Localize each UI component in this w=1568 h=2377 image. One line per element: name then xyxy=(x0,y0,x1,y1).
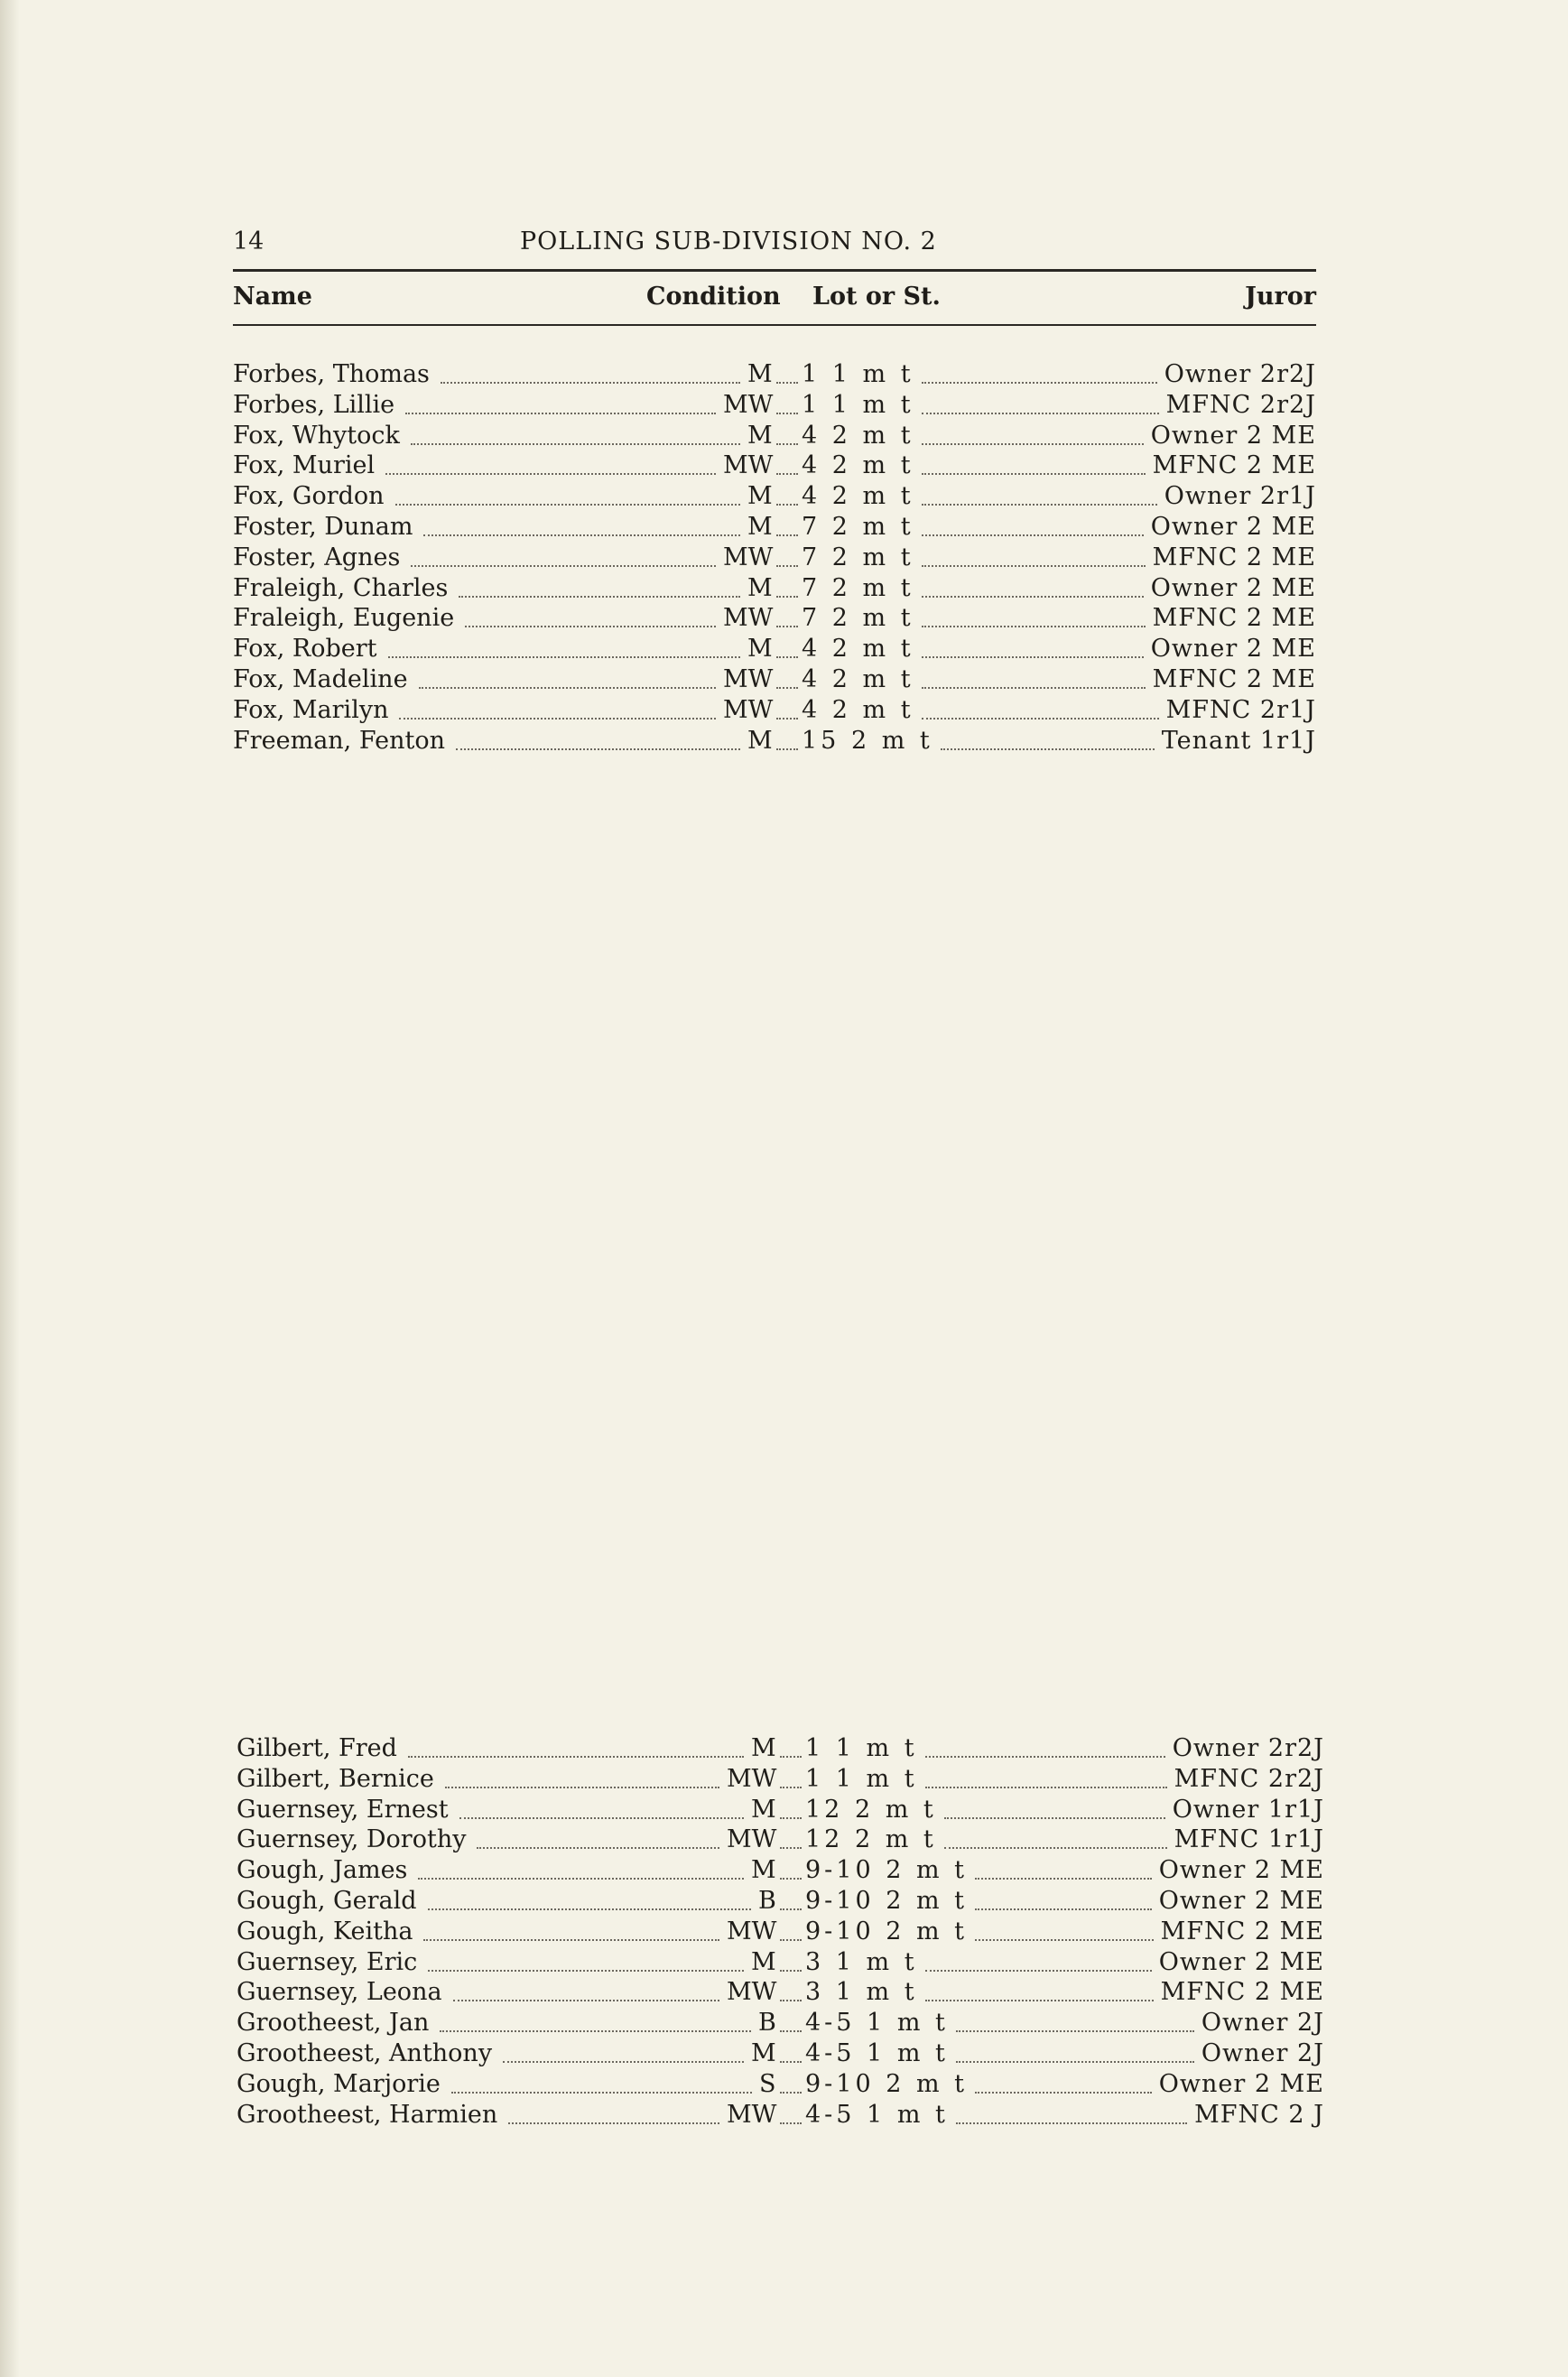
voter-condition: MW xyxy=(727,1978,777,2007)
list-item xyxy=(237,1855,1324,1886)
dot-leader xyxy=(780,1997,802,2001)
voter-condition: M xyxy=(751,1795,776,1824)
voter-name: Forbes, Lillie xyxy=(233,390,395,419)
dot-leader xyxy=(780,1844,802,1849)
voter-lot: 4 2 m t xyxy=(802,695,914,724)
dot-leader xyxy=(776,593,798,598)
voter-lot: 1 1 m t xyxy=(805,1764,918,1793)
list-item xyxy=(233,481,1316,512)
voter-juror: MFNC 2r2J xyxy=(1165,390,1316,419)
list-item xyxy=(233,359,1316,390)
dot-leader xyxy=(925,1967,1152,1972)
voter-lot: 7 2 m t xyxy=(802,512,914,541)
dot-leader xyxy=(385,470,716,475)
voter-name: Fox, Muriel xyxy=(233,451,376,480)
voter-condition: MW xyxy=(727,1764,777,1793)
voter-condition: M xyxy=(747,573,773,602)
dot-leader xyxy=(477,1844,719,1849)
list-item xyxy=(237,1764,1324,1795)
voter-lot: 4 2 m t xyxy=(802,482,914,511)
voter-juror: MFNC 1r1J xyxy=(1174,1825,1324,1854)
dot-leader xyxy=(922,593,1144,598)
voter-name: Fox, Marilyn xyxy=(233,695,389,724)
voter-juror: Owner 2 ME xyxy=(1150,635,1316,664)
dot-leader xyxy=(956,2028,1194,2032)
voter-juror: MFNC 2 ME xyxy=(1152,664,1316,693)
column-header-juror: Juror xyxy=(1245,283,1316,311)
voter-condition: MW xyxy=(723,604,774,633)
dot-leader xyxy=(453,1997,719,2001)
dot-leader xyxy=(922,470,1146,475)
dot-leader xyxy=(408,1753,744,1758)
list-item xyxy=(233,603,1316,634)
list-item xyxy=(233,573,1316,604)
dot-leader xyxy=(459,1815,744,1819)
voter-name: Guernsey, Ernest xyxy=(237,1795,449,1824)
voter-juror: Owner 2 ME xyxy=(1158,1886,1324,1915)
list-item xyxy=(237,1795,1324,1825)
voter-condition: MW xyxy=(727,1917,777,1945)
voter-condition: MW xyxy=(727,2100,777,2129)
dot-leader xyxy=(418,1875,744,1880)
dot-leader xyxy=(975,2089,1152,2094)
dot-leader xyxy=(776,715,798,720)
dot-leader xyxy=(922,623,1146,627)
voter-lot: 9-10 2 m t xyxy=(805,1856,969,1885)
voter-juror: Owner 2r2J xyxy=(1172,1734,1324,1762)
dot-leader xyxy=(780,2120,802,2124)
voter-juror: MFNC 2r1J xyxy=(1165,695,1316,724)
dot-leader xyxy=(440,2028,751,2032)
dot-leader xyxy=(922,684,1146,689)
dot-leader xyxy=(925,1997,1154,2001)
voter-condition: M xyxy=(747,512,773,541)
column-header-condition: Condition xyxy=(646,283,781,311)
voter-lot: 7 2 m t xyxy=(802,543,914,571)
list-item xyxy=(237,1733,1324,1764)
dot-leader xyxy=(423,532,740,536)
header-rule-top xyxy=(233,269,1316,272)
dot-leader xyxy=(423,1936,719,1941)
voter-lot: 1 1 m t xyxy=(802,360,914,388)
voter-juror: MFNC 2r2J xyxy=(1174,1764,1324,1793)
dot-leader xyxy=(445,1784,719,1788)
voter-juror: MFNC 2 ME xyxy=(1160,1917,1324,1945)
voter-name: Fraleigh, Charles xyxy=(233,573,449,602)
voter-condition: M xyxy=(747,635,773,664)
dot-leader xyxy=(428,1967,744,1972)
dot-leader xyxy=(776,562,798,567)
voter-name: Grootheest, Harmien xyxy=(237,2100,498,2129)
dot-leader xyxy=(944,1844,1167,1849)
voter-condition: M xyxy=(751,1947,776,1976)
voter-list-g xyxy=(237,1733,1324,2130)
voter-name: Gough, Gerald xyxy=(237,1886,417,1915)
voter-lot: 9-10 2 m t xyxy=(805,2069,969,2098)
dot-leader xyxy=(776,684,798,689)
dot-leader xyxy=(922,532,1144,536)
voter-lot: 4-5 1 m t xyxy=(805,2009,949,2038)
dot-leader xyxy=(776,746,798,750)
dot-leader xyxy=(776,501,798,506)
voter-condition: MW xyxy=(723,451,774,480)
dot-leader xyxy=(922,379,1157,384)
dot-leader xyxy=(388,654,740,658)
voter-condition: MW xyxy=(723,695,774,724)
list-item xyxy=(233,421,1316,451)
voter-juror: Owner 2 ME xyxy=(1150,573,1316,602)
dot-leader xyxy=(975,1875,1152,1880)
dot-leader xyxy=(944,1815,1165,1819)
voter-juror: MFNC 2 J xyxy=(1194,2100,1324,2129)
dot-leader xyxy=(776,379,798,384)
page-title: POLLING SUB-DIVISION NO. 2 xyxy=(520,227,937,255)
voter-juror: Owner 2J xyxy=(1201,2009,1324,2038)
dot-leader xyxy=(451,2089,752,2094)
page-edge-shadow xyxy=(0,0,20,2377)
dot-leader xyxy=(956,2058,1194,2063)
voter-name: Foster, Agnes xyxy=(233,543,401,571)
voter-condition: M xyxy=(751,1856,776,1885)
voter-lot: 7 2 m t xyxy=(802,604,914,633)
voter-name: Fox, Whytock xyxy=(233,421,400,450)
voter-lot: 3 1 m t xyxy=(805,1947,918,1976)
voter-lot: 4 2 m t xyxy=(802,635,914,664)
list-item xyxy=(237,1825,1324,1855)
dot-leader xyxy=(503,2058,744,2063)
dot-leader xyxy=(925,1753,1165,1758)
dot-leader xyxy=(780,1875,802,1880)
voter-juror: Tenant 1r1J xyxy=(1161,726,1316,755)
list-item xyxy=(237,2100,1324,2131)
dot-leader xyxy=(419,684,716,689)
voter-juror: Owner 2 ME xyxy=(1158,1947,1324,1976)
list-item xyxy=(233,664,1316,695)
voter-lot: 4-5 1 m t xyxy=(805,2100,949,2129)
dot-leader xyxy=(441,379,740,384)
voter-juror: Owner 2r2J xyxy=(1164,360,1316,388)
voter-name: Fraleigh, Eugenie xyxy=(233,604,455,633)
dot-leader xyxy=(776,441,798,445)
voter-juror: Owner 2J xyxy=(1201,2038,1324,2067)
dot-leader xyxy=(922,501,1157,506)
dot-leader xyxy=(395,501,740,506)
list-item xyxy=(233,695,1316,726)
voter-juror: MFNC 2 ME xyxy=(1152,543,1316,571)
dot-leader xyxy=(922,715,1159,720)
voter-lot: 1 1 m t xyxy=(805,1734,918,1762)
dot-leader xyxy=(922,562,1146,567)
voter-name: Gough, Marjorie xyxy=(237,2069,441,2098)
column-headers xyxy=(233,283,1316,319)
dot-leader xyxy=(780,1753,802,1758)
dot-leader xyxy=(941,746,1155,750)
dot-leader xyxy=(975,1906,1152,1910)
voter-condition: M xyxy=(747,726,773,755)
voter-lot: 7 2 m t xyxy=(802,573,914,602)
list-item xyxy=(233,390,1316,421)
list-item xyxy=(233,450,1316,481)
dot-leader xyxy=(780,2058,802,2063)
dot-leader xyxy=(922,410,1159,414)
dot-leader xyxy=(925,1784,1167,1788)
voter-name: Gough, James xyxy=(237,1856,408,1885)
voter-name: Grootheest, Jan xyxy=(237,2009,430,2038)
voter-name: Foster, Dunam xyxy=(233,512,413,541)
voter-name: Gilbert, Fred xyxy=(237,1734,397,1762)
dot-leader xyxy=(780,1967,802,1972)
list-item xyxy=(237,1886,1324,1917)
dot-leader xyxy=(922,654,1144,658)
list-item xyxy=(237,1917,1324,1947)
dot-leader xyxy=(780,1784,802,1788)
dot-leader xyxy=(780,1906,802,1910)
voter-lot: 1 1 m t xyxy=(802,390,914,419)
list-item xyxy=(237,2069,1324,2100)
voter-condition: M xyxy=(747,360,773,388)
list-item xyxy=(237,2038,1324,2069)
dot-leader xyxy=(780,2089,802,2094)
voter-name: Guernsey, Dorothy xyxy=(237,1825,467,1854)
column-header-lot: Lot or St. xyxy=(812,283,941,311)
page-number: 14 xyxy=(233,227,264,255)
voter-juror: Owner 2r1J xyxy=(1164,482,1316,511)
list-item xyxy=(233,726,1316,757)
dot-leader xyxy=(428,1906,751,1910)
voter-condition: MW xyxy=(723,543,774,571)
voter-juror: Owner 2 ME xyxy=(1150,512,1316,541)
voter-condition: B xyxy=(758,2009,776,2038)
voter-juror: MFNC 2 ME xyxy=(1152,451,1316,480)
voter-condition: B xyxy=(758,1886,776,1915)
voter-condition: M xyxy=(751,1734,776,1762)
voter-name: Guernsey, Eric xyxy=(237,1947,418,1976)
dot-leader xyxy=(776,532,798,536)
voter-lot: 3 1 m t xyxy=(805,1978,918,2007)
voter-name: Grootheest, Anthony xyxy=(237,2038,493,2067)
voter-juror: Owner 2 ME xyxy=(1150,421,1316,450)
list-item xyxy=(237,2008,1324,2038)
voter-name: Gilbert, Bernice xyxy=(237,1764,434,1793)
dot-leader xyxy=(456,746,740,750)
voter-condition: MW xyxy=(723,390,774,419)
voter-juror: Owner 1r1J xyxy=(1172,1795,1324,1824)
list-item xyxy=(237,1947,1324,1978)
voter-name: Freeman, Fenton xyxy=(233,726,445,755)
dot-leader xyxy=(776,654,798,658)
voter-list-f xyxy=(233,359,1316,756)
voter-juror: MFNC 2 ME xyxy=(1152,604,1316,633)
dot-leader xyxy=(975,1936,1154,1941)
voter-lot: 9-10 2 m t xyxy=(805,1917,969,1945)
voter-name: Forbes, Thomas xyxy=(233,360,430,388)
voter-lot: 9-10 2 m t xyxy=(805,1886,969,1915)
voter-condition: M xyxy=(751,2038,776,2067)
page-header xyxy=(233,227,1316,267)
voter-condition: M xyxy=(747,482,773,511)
voter-lot: 4 2 m t xyxy=(802,664,914,693)
dot-leader xyxy=(411,562,716,567)
header-rule-bottom xyxy=(233,324,1316,326)
voter-condition: MW xyxy=(727,1825,777,1854)
dot-leader xyxy=(780,2028,802,2032)
list-item xyxy=(233,634,1316,664)
voter-name: Guernsey, Leona xyxy=(237,1978,442,2007)
column-header-name: Name xyxy=(233,283,312,311)
dot-leader xyxy=(922,441,1144,445)
voter-juror: Owner 2 ME xyxy=(1158,2069,1324,2098)
dot-leader xyxy=(405,410,716,414)
dot-leader xyxy=(459,593,740,598)
dot-leader xyxy=(776,623,798,627)
dot-leader xyxy=(956,2120,1187,2124)
voter-name: Fox, Madeline xyxy=(233,664,408,693)
dot-leader xyxy=(411,441,740,445)
voter-condition: S xyxy=(759,2069,776,2098)
dot-leader xyxy=(508,2120,719,2124)
voter-juror: Owner 2 ME xyxy=(1158,1856,1324,1885)
voter-condition: M xyxy=(747,421,773,450)
dot-leader xyxy=(399,715,716,720)
list-item xyxy=(237,1977,1324,2008)
voter-lot: 4 2 m t xyxy=(802,421,914,450)
dot-leader xyxy=(776,410,798,414)
voter-name: Fox, Gordon xyxy=(233,482,385,511)
dot-leader xyxy=(776,470,798,475)
list-item xyxy=(233,512,1316,543)
voter-lot: 12 2 m t xyxy=(805,1825,937,1854)
voter-lot: 4 2 m t xyxy=(802,451,914,480)
dot-leader xyxy=(780,1815,802,1819)
list-item xyxy=(233,543,1316,573)
voter-juror: MFNC 2 ME xyxy=(1160,1978,1324,2007)
voter-name: Gough, Keitha xyxy=(237,1917,413,1945)
dot-leader xyxy=(465,623,716,627)
voter-condition: MW xyxy=(723,664,774,693)
voter-lot: 15 2 m t xyxy=(802,726,933,755)
voter-name: Fox, Robert xyxy=(233,635,377,664)
dot-leader xyxy=(780,1936,802,1941)
voter-lot: 4-5 1 m t xyxy=(805,2038,949,2067)
voter-lot: 12 2 m t xyxy=(805,1795,937,1824)
